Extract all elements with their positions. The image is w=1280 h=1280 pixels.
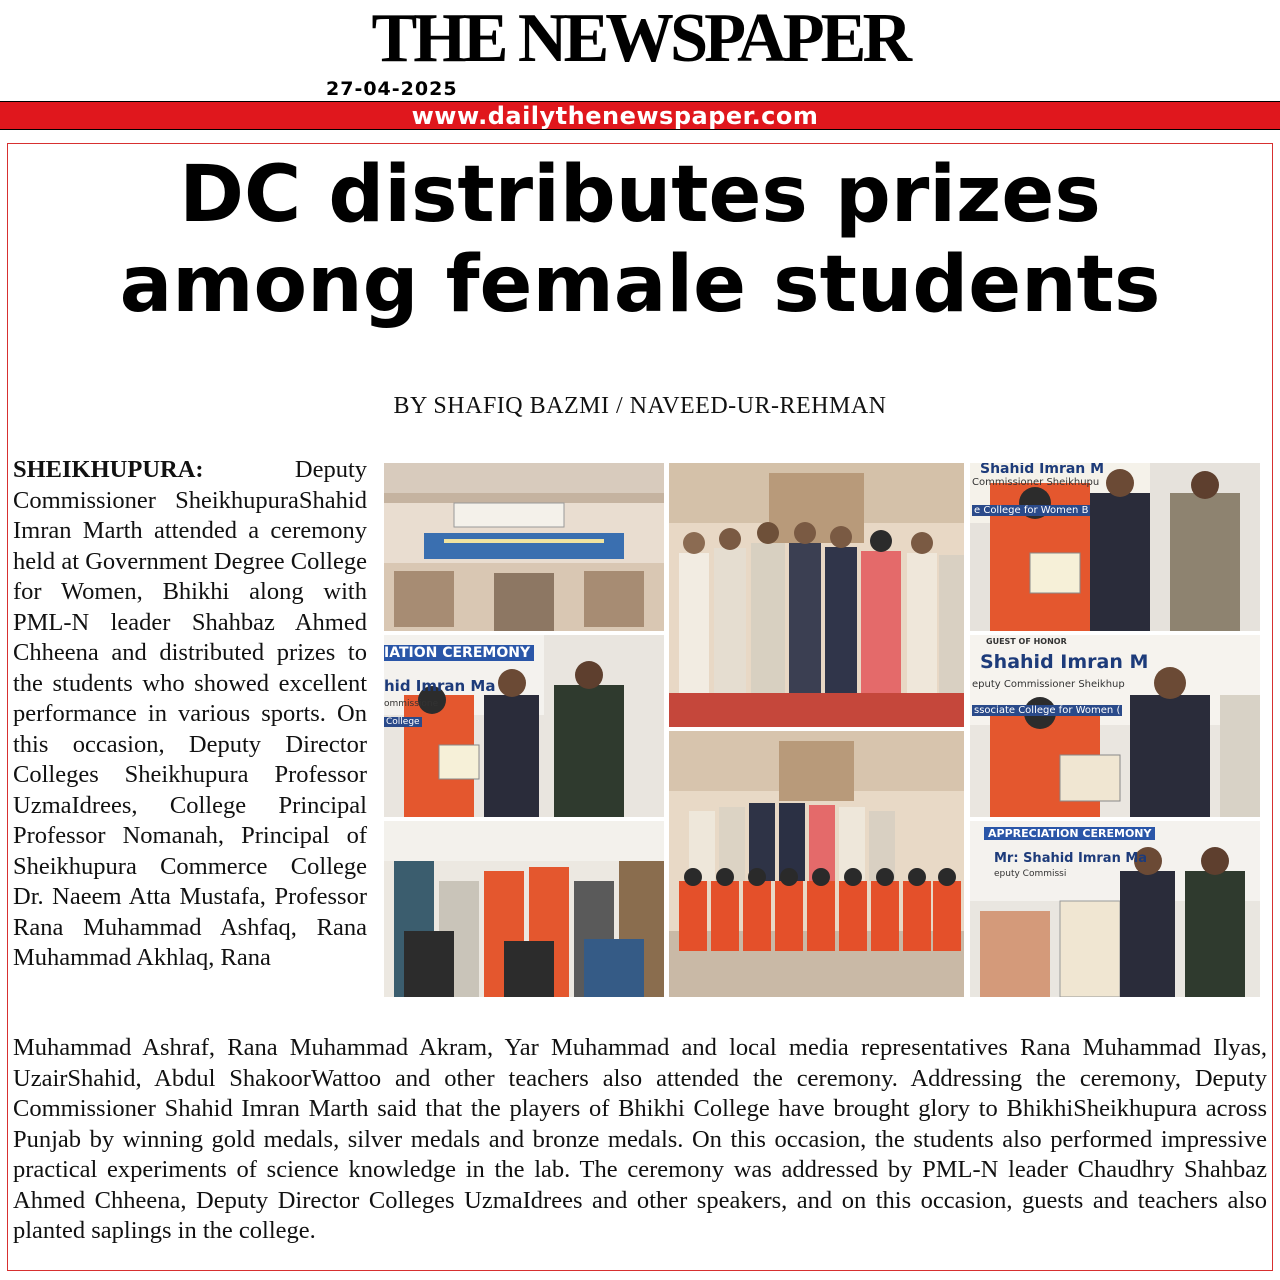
banner-mid-title: IATION CEREMONY — [384, 645, 534, 661]
banner-mid-guest: hid Imran Ma — [384, 677, 496, 695]
column-body: Deputy Commissioner SheikhupuraShahid Imran Marth attended a ceremony held at Government Degree College for Women, Bhikhi along with PML-N leader Shahbaz Ahmed Chheena and distributed prizes to the students who showed excellent performance in various sports. On this occasion, Deputy Director Colleges Sheikhupura Professor UzmaIdrees, College Principal Professor Nomanah, Principal of Sheikhupura Commerce College Dr. Naeem Atta Mustafa, Professor Rana Muhammad Ashfaq, Rana Muhammad Akhlaq, Rana — [13, 456, 367, 971]
banner-right-sub2: ssociate College for Women ( — [974, 705, 1121, 716]
article-column — [13, 455, 367, 974]
dateline: SHEIKHUPURA: — [13, 456, 204, 483]
website-url[interactable]: www.dailythenewspaper.com — [411, 102, 819, 130]
photo-group-guests — [669, 463, 964, 727]
photo-college-building — [384, 463, 664, 631]
guest-of-honor-label: GUEST OF HONOR — [986, 637, 1067, 646]
photo-prize-award-2 — [384, 635, 664, 817]
photo-group-students — [669, 731, 964, 997]
banner-bottom-sub: eputy Commissi — [994, 869, 1067, 879]
photo-prize-award-4 — [970, 821, 1260, 997]
photo-prize-award-3 — [970, 635, 1260, 817]
banner-bottom-title: APPRECIATION CEREMONY — [984, 827, 1155, 840]
banner-mid-sub2: College — [386, 717, 420, 727]
headline-line-2: among female students — [119, 240, 1161, 330]
banner-bottom-name: Mr: Shahid Imran Ma — [994, 851, 1148, 866]
banner-right-name: Shahid Imran M — [980, 651, 1149, 673]
photo-prize-award-1 — [970, 463, 1260, 631]
banner-right-sub: eputy Commissioner Sheikhup — [972, 679, 1125, 690]
banner-top-name: Shahid Imran M — [980, 463, 1105, 477]
headline-line-1: DC distributes prizes — [179, 150, 1101, 240]
banner-top-sub2: e College for Women B — [974, 505, 1089, 516]
issue-date: 27-04-2025 — [326, 78, 458, 100]
masthead — [0, 0, 1280, 78]
headline — [0, 150, 1280, 330]
photo-collage — [384, 463, 1260, 997]
photo-audience — [384, 821, 664, 997]
byline: BY SHAFIQ BAZMI / NAVEED-UR-REHMAN — [393, 393, 887, 419]
banner-top-sub: Commissioner Sheikhupu — [972, 477, 1100, 488]
banner-mid-sub: ommissione — [384, 699, 439, 709]
article-continuation: Muhammad Ashraf, Rana Muhammad Akram, Yar Muhammad and local media representatives Rana Muhammad Ilyas, UzairShahid, Abdul ShakoorWattoo and other teachers also attended the ceremony. Addressing the ceremony, Deputy Commissioner Shahid Imran Marth said that the players of Bhikhi College have brought glory to BhikhiSheikhupura across Punjab by winning gold medals, silver medals and bronze medals. On this occasion, the students also performed impressive practical experiments of science knowledge in the lab. The ceremony was addressed by PML-N leader Chaudhry Shahbaz Ahmed Chheena, Deputy Director Colleges UzmaIdrees and other speakers, and on this occasion, guests and teachers also planted saplings in the college. — [13, 1034, 1267, 1244]
newspaper-logo: THE NEWSPAPER — [371, 0, 909, 77]
